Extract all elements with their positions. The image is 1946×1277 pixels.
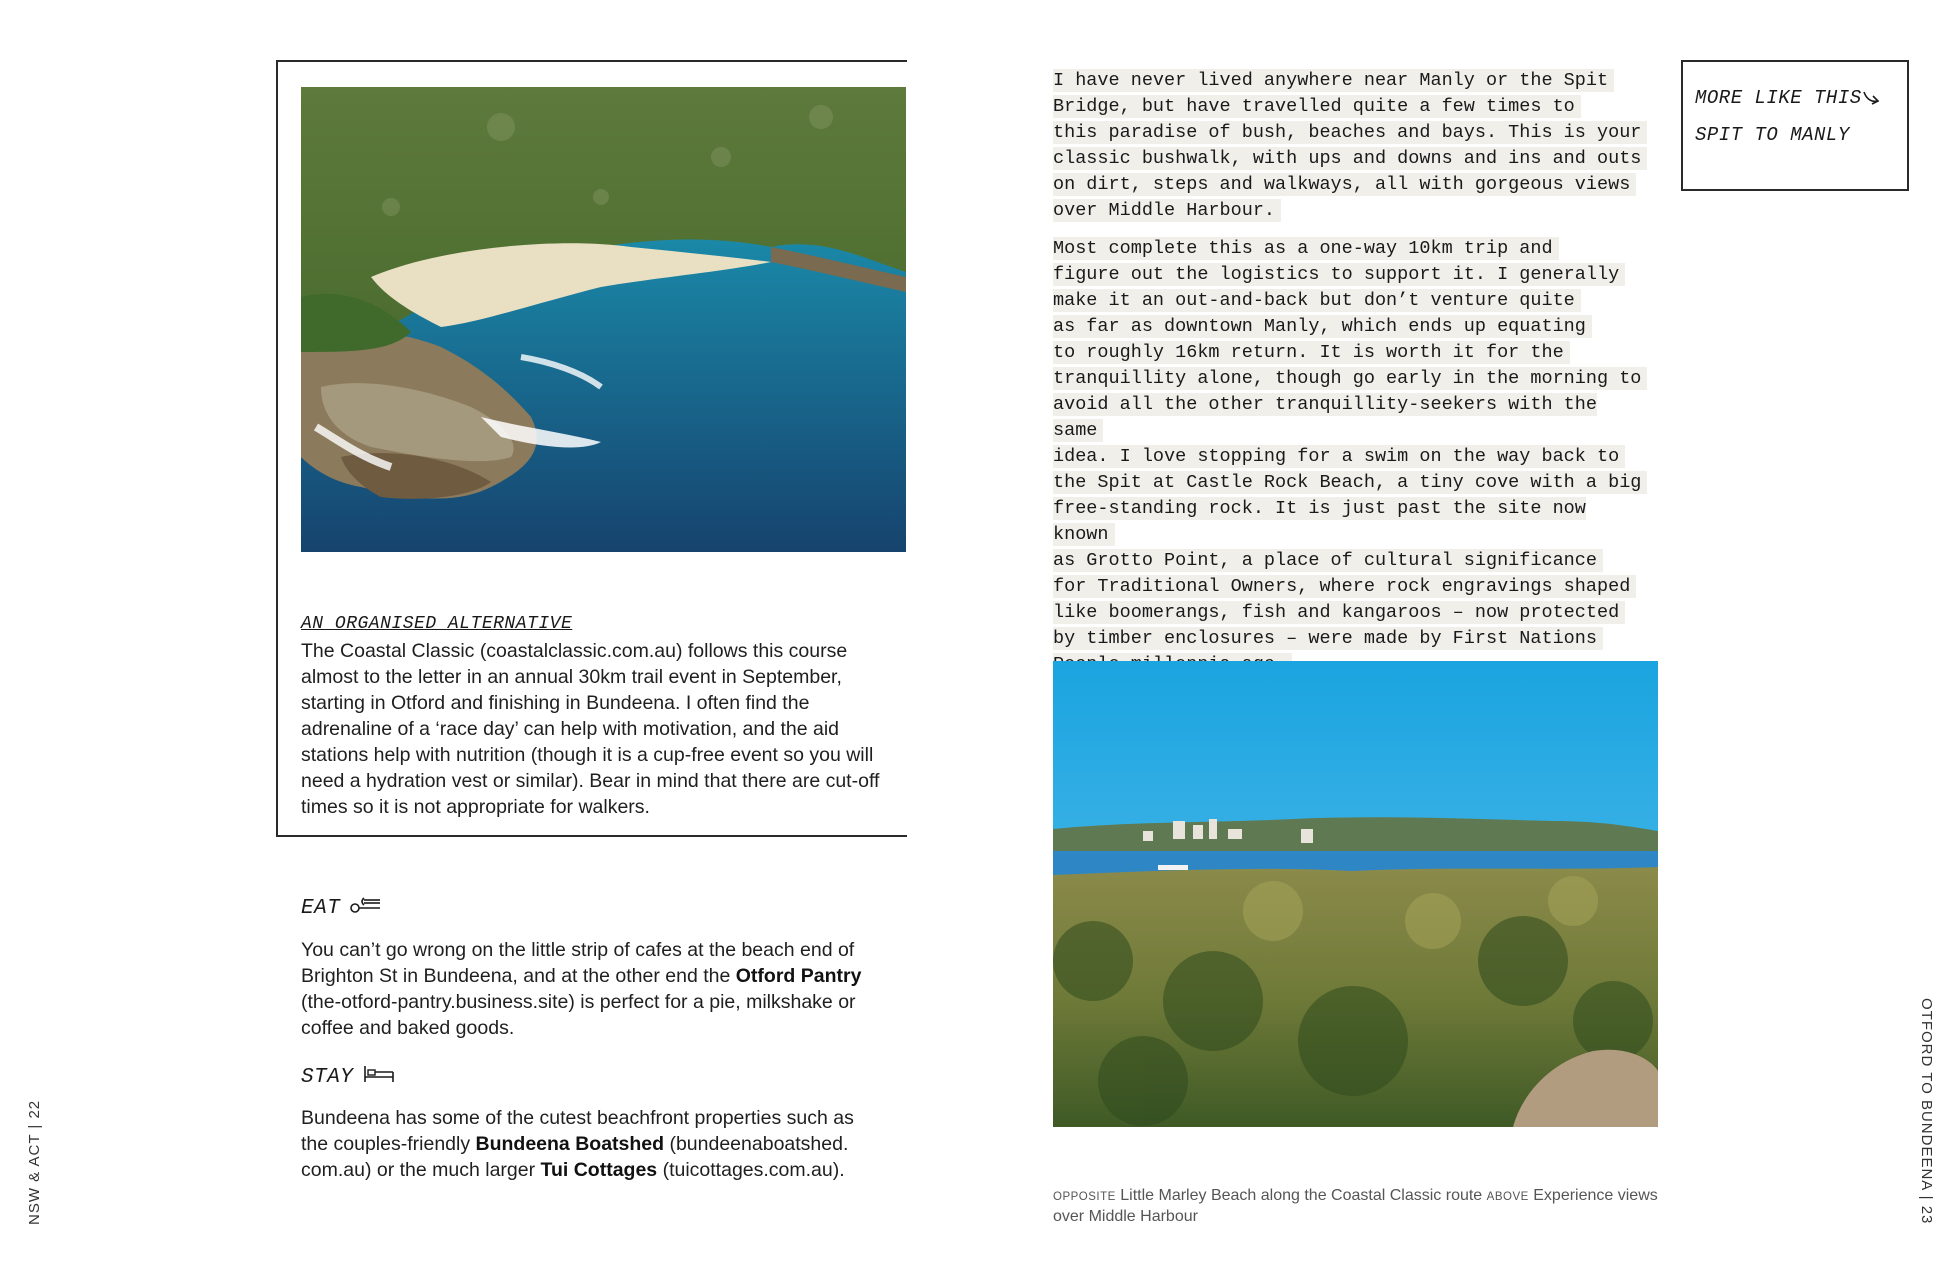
text-line: on dirt, steps and walkways, all with gorgeous views [1053,172,1658,198]
text-line: Bridge, but have travelled quite a few times to [1053,94,1658,120]
eat-heading [301,895,382,922]
little-marley-beach-photo [301,87,906,552]
caption-label-opposite: OPPOSITE [1053,1191,1116,1203]
text-line: make it an out-and-back but don’t venture quite [1053,288,1658,314]
organised-alternative-heading: AN ORGANISED ALTERNATIVE [301,614,573,634]
eat-heading-label: EAT [301,897,341,920]
left-page-folio: NSW & ACT | 22 [26,1099,43,1225]
eat-body [301,937,886,1041]
bed-icon [363,1064,395,1091]
stay-heading [301,1064,395,1091]
text-line: as Grotto Point, a place of cultural significance [1053,548,1658,574]
right-page-folio: OTFORD TO BUNDEENA | 23 [1918,998,1935,1225]
text-line: free-standing rock. It is just past the site now known [1053,498,1586,545]
route-paragraph [1053,236,1658,678]
text-line: Most complete this as a one-way 10km trip and [1053,236,1658,262]
text-line: figure out the logistics to support it. I generally [1053,262,1658,288]
caption-text-above: Experience views over Middle Harbour [1053,1187,1658,1225]
text-line: as far as downtown Manly, which ends up equating [1053,314,1658,340]
more-like-this-label: MORE LIKE THIS [1695,87,1862,109]
eat-text: You can’t go wrong on the little strip of cafes at the beach end of Brighton St in Bundeena, and at the other end the [301,939,855,987]
stay-text-2: (bundeenaboatshed. com.au) or the much larger [301,1133,849,1181]
caption-text-opposite: Little Marley Beach along the Coastal Classic route [1115,1187,1487,1204]
curved-arrow-down-icon [1862,87,1884,109]
caption-label-above: ABOVE [1486,1191,1529,1203]
stay-heading-label: STAY [301,1066,354,1089]
text-line: avoid all the other tranquillity-seekers with the same [1053,394,1597,441]
bundeena-boatshed-name: Bundeena Boatshed [475,1133,665,1155]
text-line: like boomerangs, fish and kangaroos – now protected [1053,600,1658,626]
text-line: I have never lived anywhere near Manly or the Spit [1053,68,1658,94]
middle-harbour-photo [1053,661,1658,1127]
otford-pantry-name: Otford Pantry [735,965,862,987]
text-line: to roughly 16km return. It is worth it for the [1053,340,1658,366]
text-line: by timber enclosures – were made by First Nations [1053,626,1658,652]
text-line: the Spit at Castle Rock Beach, a tiny cove with a big [1053,470,1658,496]
cutlery-icon [350,895,382,922]
more-like-this-title [1695,86,1897,111]
text-line: idea. I love stopping for a swim on the way back to [1053,444,1658,470]
organised-alternative-body: The Coastal Classic (coastalclassic.com.au) follows this course almost to the letter in an annual 30km trail event in September, starting in Otford and finishing in Bundeena. I often find the adrenaline of a ‘race day’ can help with motivation, and the aid stations help with nutrition (though it is a cup-free event so you will need a hydration vest or similar). Bear in mind that there are cut-off times so it is not appropriate for walkers. [301,640,880,818]
eat-text-end: (the-otford-pantry.business.site) is perfect for a pie, milkshake or coffee and baked goods. [301,991,856,1039]
stay-text-3: (tuicottages.com.au). [657,1159,845,1181]
text-line: classic bushwalk, with ups and downs and ins and outs [1053,146,1658,172]
stay-text-1: Bundeena has some of the cutest beachfront properties such as the couples-friendly [301,1107,854,1155]
text-line: tranquillity alone, though go early in the morning to [1053,366,1658,392]
text-line: for Traditional Owners, where rock engravings shaped [1053,574,1658,600]
text-line: this paradise of bush, beaches and bays. This is your [1053,120,1658,146]
tui-cottages-name: Tui Cottages [540,1159,658,1181]
spit-to-manly-link[interactable]: SPIT TO MANLY [1695,124,1850,146]
stay-body [301,1105,886,1183]
photo-caption [1053,1186,1663,1226]
intro-paragraph [1053,68,1658,224]
text-line: over Middle Harbour. [1053,198,1658,224]
more-like-this-box [1681,60,1909,191]
